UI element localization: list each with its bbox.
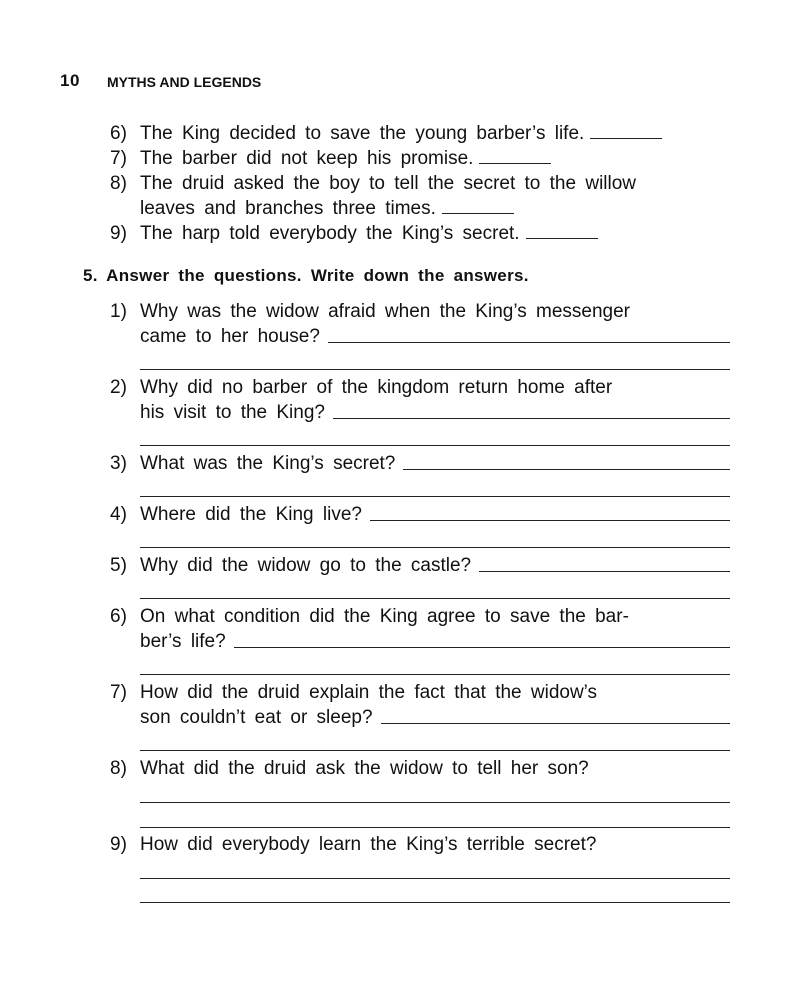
answer-line[interactable] [479, 571, 730, 572]
task-heading: 5. Answer the questions. Write down the answers. [83, 266, 529, 285]
answer-line[interactable] [381, 723, 730, 724]
question-5 [110, 553, 730, 578]
question-1 [110, 299, 730, 349]
statement-text: The druid asked the boy to tell the secret to the willow [140, 173, 637, 194]
statement-text: The King decided to save the young barber’s life. [140, 123, 585, 144]
answer-line[interactable] [140, 445, 730, 446]
question-text-cont: his visit to the King? [140, 402, 325, 423]
question-7 [110, 680, 730, 730]
answer-line[interactable] [328, 342, 730, 343]
question-text: Why did the widow go to the castle? [140, 555, 472, 576]
question-text: Where did the King live? [140, 504, 362, 525]
statements-list [110, 121, 730, 246]
answer-line[interactable] [140, 369, 730, 370]
question-text: How did the druid explain the fact that the widow’s [140, 682, 598, 703]
statement-number: 9) [110, 223, 127, 244]
statement-number: 6) [110, 123, 127, 144]
question-number: 3) [110, 453, 127, 474]
question-text: Why did no barber of the kingdom return home after [140, 377, 613, 398]
section-title: MYTHS AND LEGENDS [107, 74, 262, 90]
question-number: 5) [110, 555, 127, 576]
page-number: 10 [60, 71, 80, 90]
question-text-cont: ber’s life? [140, 631, 226, 652]
answer-line[interactable] [140, 674, 730, 675]
question-number: 4) [110, 504, 127, 525]
statement-number: 7) [110, 148, 127, 169]
question-number: 8) [110, 758, 127, 779]
question-number: 6) [110, 606, 127, 627]
answer-blank[interactable] [479, 149, 551, 164]
answer-line[interactable] [234, 647, 730, 648]
answer-line[interactable] [403, 469, 730, 470]
question-3 [110, 451, 730, 476]
question-6 [110, 604, 730, 654]
answer-line[interactable] [140, 598, 730, 599]
question-number: 2) [110, 377, 127, 398]
question-number: 9) [110, 834, 127, 855]
statement-text-cont: leaves and branches three times. [140, 198, 436, 219]
answer-line[interactable] [333, 418, 730, 419]
question-text: What did the druid ask the widow to tell her son? [140, 758, 589, 779]
statement-9 [110, 221, 730, 246]
question-text: What was the King’s secret? [140, 453, 396, 474]
question-text: On what condition did the King agree to save the bar- [140, 606, 629, 627]
answer-line[interactable] [370, 520, 730, 521]
question-number: 1) [110, 301, 127, 322]
question-text-cont: came to her house? [140, 326, 320, 347]
question-4 [110, 502, 730, 527]
answer-blank[interactable] [442, 199, 514, 214]
answer-line[interactable] [140, 547, 730, 548]
statement-7 [110, 146, 730, 171]
answer-line[interactable] [140, 878, 730, 879]
question-text-cont: son couldn’t eat or sleep? [140, 707, 373, 728]
statement-8 [110, 171, 730, 221]
statement-number: 8) [110, 173, 127, 194]
statement-text: The barber did not keep his promise. [140, 148, 474, 169]
question-text: How did everybody learn the King’s terrible secret? [140, 834, 597, 855]
statement-6 [110, 121, 730, 146]
answer-line[interactable] [140, 750, 730, 751]
answer-blank[interactable] [590, 124, 662, 139]
answer-line[interactable] [140, 802, 730, 803]
statement-text: The harp told everybody the King’s secret. [140, 223, 520, 244]
question-2 [110, 375, 730, 425]
question-number: 7) [110, 682, 127, 703]
answer-line[interactable] [140, 827, 730, 828]
answer-blank[interactable] [526, 224, 598, 239]
answer-line[interactable] [140, 902, 730, 903]
answer-line[interactable] [140, 496, 730, 497]
question-9 [110, 832, 730, 857]
question-text: Why was the widow afraid when the King’s messenger [140, 301, 630, 322]
question-8 [110, 756, 730, 781]
